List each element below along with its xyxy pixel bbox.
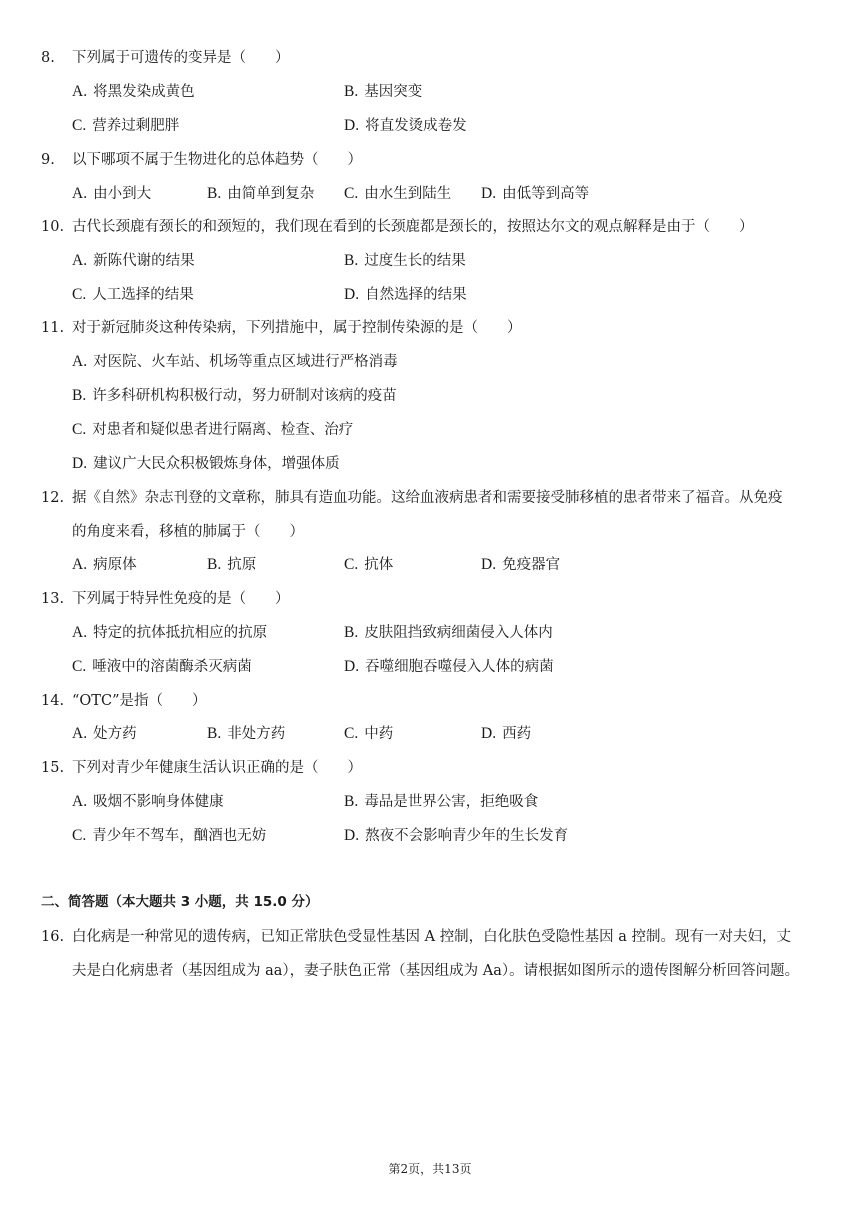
- question-12-cont: [0, 520, 860, 544]
- section-heading: [0, 890, 860, 914]
- option-b[interactable]: B. 毒品是世界公害，拒绝吸食: [344, 793, 539, 810]
- options-row: [0, 182, 860, 206]
- option-c[interactable]: C. 对患者和疑似患者进行隔离、检查、治疗: [72, 421, 354, 438]
- option-a[interactable]: A. 新陈代谢的结果: [72, 252, 195, 269]
- question-10: [0, 215, 860, 239]
- page-footer: 第2页，共13页: [388, 1162, 472, 1176]
- options-row: [0, 452, 860, 476]
- question-number: 12.: [41, 490, 65, 506]
- option-d[interactable]: D. 吞噬细胞吞噬侵入人体的病菌: [344, 658, 554, 675]
- question-15: [0, 756, 860, 780]
- options-row: [0, 249, 860, 273]
- question-number: 16.: [41, 929, 65, 945]
- question-12: [0, 486, 860, 510]
- option-b[interactable]: B. 由简单到复杂: [207, 185, 315, 202]
- option-a[interactable]: A. 将黑发染成黄色: [72, 83, 195, 100]
- option-a[interactable]: A. 处方药: [72, 725, 137, 742]
- option-a[interactable]: A. 特定的抗体抵抗相应的抗原: [72, 624, 268, 641]
- option-b[interactable]: B. 基因突变: [344, 83, 423, 100]
- question-number: 15.: [41, 760, 65, 776]
- options-row: [0, 283, 860, 307]
- option-d[interactable]: D. 建议广大民众积极锻炼身体，增强体质: [72, 455, 340, 472]
- option-c[interactable]: C. 营养过剩肥胖: [72, 117, 180, 134]
- option-b[interactable]: B. 过度生长的结果: [344, 252, 466, 269]
- option-b[interactable]: B. 皮肤阻挡致病细菌侵入人体内: [344, 624, 553, 641]
- option-d[interactable]: D. 免疫器官: [481, 556, 561, 573]
- option-d[interactable]: D. 自然选择的结果: [344, 286, 467, 303]
- question-number: 14.: [41, 693, 65, 709]
- option-c[interactable]: C. 人工选择的结果: [72, 286, 194, 303]
- option-d[interactable]: D. 西药: [481, 725, 532, 742]
- question-stem-continued: 的角度来看，移植的肺属于（ ）: [72, 524, 304, 540]
- question-stem: 白化病是一种常见的遗传病，已知正常肤色受显性基因 A 控制，白化肤色受隐性基因 a 控制。现有一对夫妇，丈: [72, 929, 792, 945]
- option-c[interactable]: C. 由水生到陆生: [344, 185, 452, 202]
- options-row: [0, 384, 860, 408]
- options-row: [0, 655, 860, 679]
- option-c[interactable]: C. 青少年不驾车，酗酒也无妨: [72, 827, 267, 844]
- question-13: [0, 587, 860, 611]
- options-row: [0, 418, 860, 442]
- options-row: [0, 722, 860, 746]
- question-stem-continued: 夫是白化病患者（基因组成为 aa），妻子肤色正常（基因组成为 Aa）。请根据如图所示的遗传图解分析回答问题。: [72, 963, 800, 979]
- option-d[interactable]: D. 由低等到高等: [481, 185, 590, 202]
- question-stem: 对于新冠肺炎这种传染病，下列措施中，属于控制传染源的是（ ）: [72, 320, 522, 336]
- option-a[interactable]: A. 吸烟不影响身体健康: [72, 793, 224, 810]
- option-d[interactable]: D. 将直发烫成卷发: [344, 117, 467, 134]
- option-b[interactable]: B. 抗原: [207, 556, 257, 573]
- question-stem: 下列属于特异性免疫的是（ ）: [72, 591, 290, 607]
- question-stem: 据《自然》杂志刊登的文章称，肺具有造血功能。这给血液病患者和需要接受肺移植的患者带来了福音。从免疫: [72, 490, 783, 506]
- question-number: 11.: [41, 320, 65, 336]
- question-11: [0, 316, 860, 340]
- option-b[interactable]: B. 许多科研机构积极行动，努力研制对该病的疫苗: [72, 387, 397, 404]
- options-row: [0, 350, 860, 374]
- section-title: 二、简答题（本大题共 3 小题，共 15.0 分）: [41, 894, 319, 910]
- question-stem: “OTC”是指（ ）: [72, 693, 207, 709]
- option-b[interactable]: B. 非处方药: [207, 725, 286, 742]
- question-stem: 古代长颈鹿有颈长的和颈短的，我们现在看到的长颈鹿都是颈长的，按照达尔文的观点解释是由于（ ）: [72, 219, 754, 235]
- option-a[interactable]: A. 由小到大: [72, 185, 152, 202]
- question-8: [0, 46, 860, 70]
- question-16-cont: [0, 959, 860, 983]
- option-c[interactable]: C. 抗体: [344, 556, 394, 573]
- options-row: [0, 824, 860, 848]
- options-row: [0, 114, 860, 138]
- options-row: [0, 790, 860, 814]
- question-14: [0, 689, 860, 713]
- options-row: [0, 621, 860, 645]
- option-c[interactable]: C. 中药: [344, 725, 394, 742]
- question-number: 13.: [41, 591, 65, 607]
- question-16: [0, 925, 860, 949]
- option-c[interactable]: C. 唾液中的溶菌酶杀灭病菌: [72, 658, 252, 675]
- option-a[interactable]: A. 病原体: [72, 556, 137, 573]
- question-number: 8.: [41, 50, 55, 66]
- question-stem: 以下哪项不属于生物进化的总体趋势（ ）: [72, 152, 362, 168]
- question-number: 10.: [41, 219, 65, 235]
- question-number: 9.: [41, 152, 55, 168]
- option-a[interactable]: A. 对医院、火车站、机场等重点区域进行严格消毒: [72, 353, 398, 370]
- question-stem: 下列属于可遗传的变异是（ ）: [72, 50, 290, 66]
- question-stem: 下列对青少年健康生活认识正确的是（ ）: [72, 760, 362, 776]
- question-9: [0, 148, 860, 172]
- option-d[interactable]: D. 熬夜不会影响青少年的生长发育: [344, 827, 569, 844]
- options-row: [0, 80, 860, 104]
- options-row: [0, 553, 860, 577]
